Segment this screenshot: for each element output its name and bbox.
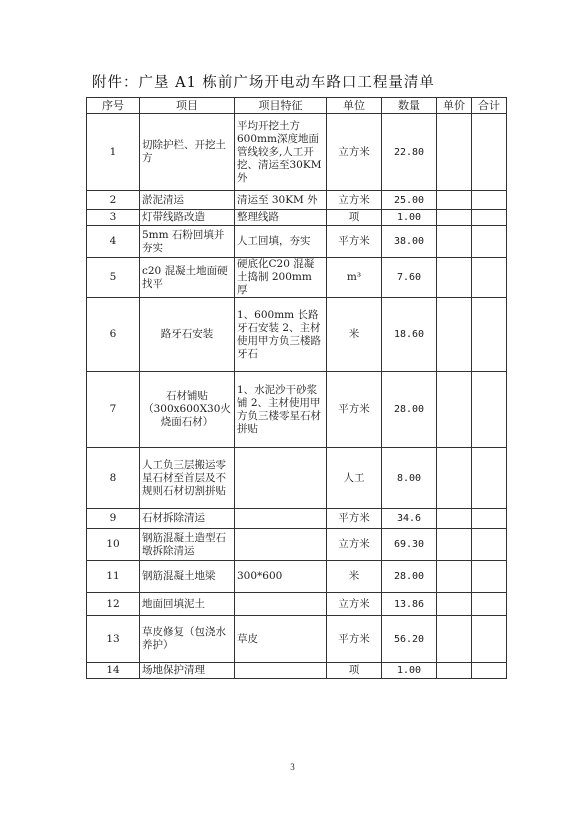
row-item: 淤泥清运 bbox=[140, 191, 235, 210]
row-quantity: 7.60 bbox=[382, 258, 437, 298]
bill-of-quantities-table bbox=[86, 97, 507, 679]
row-unit: 人工 bbox=[327, 448, 382, 509]
table-row bbox=[87, 509, 507, 529]
row-item: 石材铺贴（300x600X30火烧面石材） bbox=[140, 372, 235, 448]
row-feature: 清运至 30KM 外 bbox=[235, 191, 327, 210]
row-unit: 米 bbox=[327, 298, 382, 372]
row-total bbox=[472, 258, 507, 298]
row-unit-price bbox=[437, 226, 472, 258]
row-item: 路牙石安装 bbox=[140, 298, 235, 372]
row-total bbox=[472, 448, 507, 509]
row-feature: 硬底化C20 混凝土捣制 200mm 厚 bbox=[235, 258, 327, 298]
table-row bbox=[87, 448, 507, 509]
table-row bbox=[87, 226, 507, 258]
row-quantity: 56.20 bbox=[382, 616, 437, 663]
row-unit: 立方米 bbox=[327, 593, 382, 616]
row-unit-price bbox=[437, 372, 472, 448]
row-unit: 米 bbox=[327, 561, 382, 593]
row-feature: 1、水泥沙干砂浆铺 2、主材使用甲方负三楼零星石材拼贴 bbox=[235, 372, 327, 448]
row-feature: 整理线路 bbox=[235, 210, 327, 226]
row-no: 7 bbox=[87, 372, 140, 448]
row-item: 草皮修复（包浇水养护） bbox=[140, 616, 235, 663]
row-unit-price bbox=[437, 191, 472, 210]
row-total bbox=[472, 616, 507, 663]
row-item: 5mm 石粉回填并夯实 bbox=[140, 226, 235, 258]
row-feature bbox=[235, 509, 327, 529]
row-feature: 人工回填，夯实 bbox=[235, 226, 327, 258]
row-feature: 300*600 bbox=[235, 561, 327, 593]
row-quantity: 13.86 bbox=[382, 593, 437, 616]
row-feature bbox=[235, 529, 327, 561]
row-quantity: 18.60 bbox=[382, 298, 437, 372]
row-feature: 平均开挖土方600mm深度地面管线较多,人工开挖、清运至30KM外 bbox=[235, 114, 327, 191]
page-number: 3 bbox=[290, 762, 295, 772]
header-feature: 项目特征 bbox=[235, 98, 327, 114]
row-total bbox=[472, 191, 507, 210]
row-total bbox=[472, 663, 507, 679]
header-total: 合计 bbox=[472, 98, 507, 114]
row-unit-price bbox=[437, 663, 472, 679]
row-feature: 草皮 bbox=[235, 616, 327, 663]
header-item: 项目 bbox=[140, 98, 235, 114]
row-quantity: 34.6 bbox=[382, 509, 437, 529]
row-no: 6 bbox=[87, 298, 140, 372]
row-item: 人工负三层搬运零星石材至首层及不规则石材切割拼贴 bbox=[140, 448, 235, 509]
row-no: 2 bbox=[87, 191, 140, 210]
row-quantity: 22.80 bbox=[382, 114, 437, 191]
row-unit: 平方米 bbox=[327, 509, 382, 529]
row-unit-price bbox=[437, 509, 472, 529]
row-no: 9 bbox=[87, 509, 140, 529]
row-unit-price bbox=[437, 210, 472, 226]
table-row bbox=[87, 210, 507, 226]
row-total bbox=[472, 372, 507, 448]
row-feature: 1、600mm 长路牙石安装 2、主材使用甲方负三楼路牙石 bbox=[235, 298, 327, 372]
page-title: 附件：广垦 A1 栋前广场开电动车路口工程量清单 bbox=[92, 75, 435, 91]
row-unit: m³ bbox=[327, 258, 382, 298]
row-unit: 立方米 bbox=[327, 529, 382, 561]
row-no: 10 bbox=[87, 529, 140, 561]
row-item: 灯带线路改造 bbox=[140, 210, 235, 226]
row-unit: 平方米 bbox=[327, 226, 382, 258]
row-total bbox=[472, 593, 507, 616]
row-item: 场地保护清理 bbox=[140, 663, 235, 679]
row-unit: 平方米 bbox=[327, 616, 382, 663]
row-item: 石材拆除清运 bbox=[140, 509, 235, 529]
row-unit: 立方米 bbox=[327, 191, 382, 210]
row-unit-price bbox=[437, 448, 472, 509]
header-no: 序号 bbox=[87, 98, 140, 114]
table-row bbox=[87, 616, 507, 663]
table-row bbox=[87, 593, 507, 616]
row-total bbox=[472, 226, 507, 258]
row-total bbox=[472, 561, 507, 593]
table-row bbox=[87, 258, 507, 298]
row-total bbox=[472, 210, 507, 226]
table-row bbox=[87, 663, 507, 679]
row-no: 14 bbox=[87, 663, 140, 679]
row-unit-price bbox=[437, 529, 472, 561]
row-unit: 立方米 bbox=[327, 114, 382, 191]
row-no: 1 bbox=[87, 114, 140, 191]
row-quantity: 1.00 bbox=[382, 210, 437, 226]
row-quantity: 8.00 bbox=[382, 448, 437, 509]
row-item: 钢筋混凝土造型石墩拆除清运 bbox=[140, 529, 235, 561]
row-item: 地面回填泥土 bbox=[140, 593, 235, 616]
header-unit-price: 单价 bbox=[437, 98, 472, 114]
row-unit: 项 bbox=[327, 663, 382, 679]
row-unit: 项 bbox=[327, 210, 382, 226]
row-unit-price bbox=[437, 114, 472, 191]
row-no: 11 bbox=[87, 561, 140, 593]
row-no: 3 bbox=[87, 210, 140, 226]
table-row bbox=[87, 191, 507, 210]
row-quantity: 69.30 bbox=[382, 529, 437, 561]
table-row bbox=[87, 529, 507, 561]
row-total bbox=[472, 298, 507, 372]
table-row bbox=[87, 298, 507, 372]
row-unit-price bbox=[437, 616, 472, 663]
header-quantity: 数量 bbox=[382, 98, 437, 114]
row-feature bbox=[235, 448, 327, 509]
row-quantity: 25.00 bbox=[382, 191, 437, 210]
table-row bbox=[87, 561, 507, 593]
row-unit-price bbox=[437, 593, 472, 616]
row-total bbox=[472, 114, 507, 191]
row-item: 切除护栏、开挖土方 bbox=[140, 114, 235, 191]
table-row bbox=[87, 372, 507, 448]
row-total bbox=[472, 509, 507, 529]
row-feature bbox=[235, 663, 327, 679]
table-row bbox=[87, 114, 507, 191]
row-quantity: 1.00 bbox=[382, 663, 437, 679]
row-unit-price bbox=[437, 561, 472, 593]
row-no: 4 bbox=[87, 226, 140, 258]
row-quantity: 38.00 bbox=[382, 226, 437, 258]
row-no: 12 bbox=[87, 593, 140, 616]
row-quantity: 28.00 bbox=[382, 372, 437, 448]
row-unit-price bbox=[437, 298, 472, 372]
table-header-row bbox=[87, 98, 507, 114]
row-item: 钢筋混凝土地梁 bbox=[140, 561, 235, 593]
row-no: 8 bbox=[87, 448, 140, 509]
row-feature bbox=[235, 593, 327, 616]
row-no: 13 bbox=[87, 616, 140, 663]
header-unit: 单位 bbox=[327, 98, 382, 114]
row-total bbox=[472, 529, 507, 561]
row-quantity: 28.00 bbox=[382, 561, 437, 593]
row-unit: 平方米 bbox=[327, 372, 382, 448]
row-item: c20 混凝土地面硬找平 bbox=[140, 258, 235, 298]
row-no: 5 bbox=[87, 258, 140, 298]
row-unit-price bbox=[437, 258, 472, 298]
